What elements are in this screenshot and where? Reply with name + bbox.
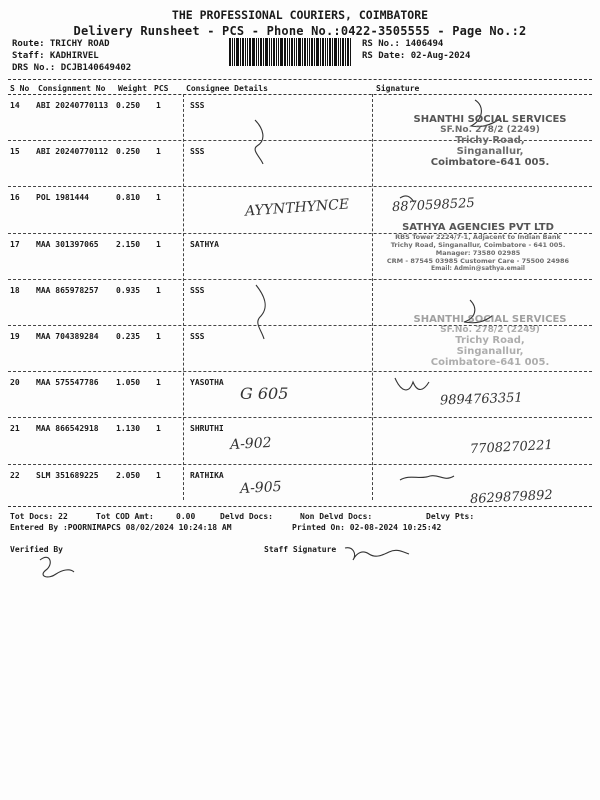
consignee-cell: SSS [190, 147, 205, 157]
handwritten-phone: 7708270221 [469, 437, 554, 458]
sno-cell: 16 [10, 193, 20, 203]
handwritten-note: A-902 [229, 434, 272, 454]
pcs-cell: 1 [156, 193, 161, 203]
consignment-cell: MAA 866542918 [36, 424, 99, 434]
entered-by: Entered By :POORNIMAPCS 08/02/2024 10:24:18 AM [10, 523, 232, 532]
pcs-cell: 1 [156, 378, 161, 388]
handwritten-phone: 8870598525 [391, 195, 476, 216]
weight-cell: 0.810 [116, 193, 141, 203]
weight-cell: 1.130 [116, 424, 141, 434]
pcs-cell: 1 [156, 424, 161, 434]
signature-stroke [255, 120, 263, 164]
consignment-cell: MAA 575547786 [36, 378, 99, 388]
rs-number: RS No.: 1406494 [362, 39, 444, 49]
col-consignee: Consignee Details [186, 84, 268, 93]
consignee-cell: SHRUTHI [190, 424, 224, 434]
consignment-cell: SLM 351689225 [36, 470, 99, 480]
weight-cell: 2.050 [116, 470, 141, 480]
printed-on: Printed On: 02-08-2024 10:25:42 [292, 523, 442, 532]
non-delvd-docs: Non Delvd Docs: [300, 512, 373, 521]
route-label: Route: TRICHY ROAD [12, 39, 110, 49]
stamp-shanthi: SHANTHI SOCIAL SERVICES SF.No. 278/2 (2249) Trichy Road, Singanallur, Coimbatore-641 005. [413, 114, 567, 168]
sno-cell: 18 [10, 285, 20, 295]
signature-stroke [400, 196, 414, 202]
divider [8, 506, 592, 507]
handwritten-note: G 605 [240, 384, 289, 403]
sno-cell: 21 [10, 424, 20, 434]
sno-cell: 17 [10, 239, 20, 249]
sno-cell: 14 [10, 101, 20, 110]
weight-cell: 0.250 [116, 101, 141, 110]
pcs-cell: 1 [156, 239, 161, 249]
handwritten-note: AYYNTHYNCE [244, 196, 350, 220]
signature-stroke [256, 285, 265, 339]
pcs-cell: 1 [156, 101, 161, 110]
staff-signature [345, 548, 409, 560]
pcs-cell: 1 [156, 285, 161, 295]
pcs-cell: 1 [156, 470, 161, 480]
handwritten-phone: 9894763351 [439, 390, 523, 409]
consignment-cell: MAA 704389284 [36, 332, 99, 341]
runsheet-title: Delivery Runsheet - PCS - Phone No.:0422-3505555 - Page No.:2 [73, 24, 527, 38]
weight-cell: 0.235 [116, 332, 141, 341]
consignment-cell: MAA 865978257 [36, 285, 99, 295]
staff-label: Staff: KADHIRVEL [12, 51, 99, 61]
verified-by: Verified By [10, 545, 63, 554]
signature-stroke [395, 378, 429, 390]
sno-cell: 19 [10, 332, 20, 341]
col-signature: Signature [376, 84, 420, 93]
verifier-signature [40, 557, 74, 577]
col-sno: S No [10, 84, 30, 93]
weight-cell: 0.935 [116, 285, 141, 295]
consignee-cell: SATHYA [190, 239, 219, 249]
stamp-shanthi: SHANTHI SOCIAL SERVICES SF.No. 278/2 (2249) Trichy Road, Singanallur, Coimbatore-641 005. [413, 314, 567, 368]
consignee-cell: YASOTHA [190, 378, 224, 388]
pcs-cell: 1 [156, 147, 161, 157]
sno-cell: 15 [10, 147, 20, 157]
handwritten-phone: 8629879892 [469, 487, 554, 508]
consignment-cell: MAA 301397065 [36, 239, 99, 249]
col-pcs: PCS [154, 84, 169, 93]
handwritten-note: A-905 [239, 478, 282, 498]
consignment-cell: ABI 20240770112 [36, 147, 109, 157]
consignee-cell: SSS [190, 101, 205, 110]
weight-cell: 2.150 [116, 239, 141, 249]
weight-cell: 0.250 [116, 147, 141, 157]
delvd-docs: Delvd Docs: [220, 512, 273, 521]
pcs-cell: 1 [156, 332, 161, 341]
consignee-cell: RATHIKA [190, 470, 224, 480]
consignee-cell: SSS [190, 332, 205, 341]
tot-cod-label: Tot COD Amt: [96, 512, 154, 521]
signature-stroke [400, 476, 454, 480]
consignee-cell: SSS [190, 285, 205, 295]
tot-cod-value: 0.00 [176, 512, 196, 521]
sno-cell: 20 [10, 378, 20, 388]
company-name: THE PROFESSIONAL COURIERS, COIMBATORE [171, 8, 429, 22]
staff-signature-label: Staff Signature [264, 545, 337, 554]
weight-cell: 1.050 [116, 378, 141, 388]
drs-number: DRS No.: DCJB140649402 [12, 63, 132, 73]
consignment-cell: ABI 20240770113 [36, 101, 109, 110]
col-weight: Weight [118, 84, 147, 93]
col-consignment: Consignment No [38, 84, 106, 93]
rs-date: RS Date: 02-Aug-2024 [362, 51, 471, 61]
consignment-cell: POL 1981444 [36, 193, 89, 203]
tot-docs: Tot Docs: 22 [10, 512, 68, 521]
delvy-pts: Delvy Pts: [426, 512, 475, 521]
stamp-sathya: SATHYA AGENCIES PVT LTD RBS Tower 2224/7-1, Adjacent to Indian Bank Trichy Road, Singanallur, Coimbatore - 641 005. Manager: 73580 02985 CRM - 87545 03985 Customer Care - 75500 24986 Email: Admin@sathya.email [386, 222, 570, 272]
sno-cell: 22 [10, 470, 20, 480]
